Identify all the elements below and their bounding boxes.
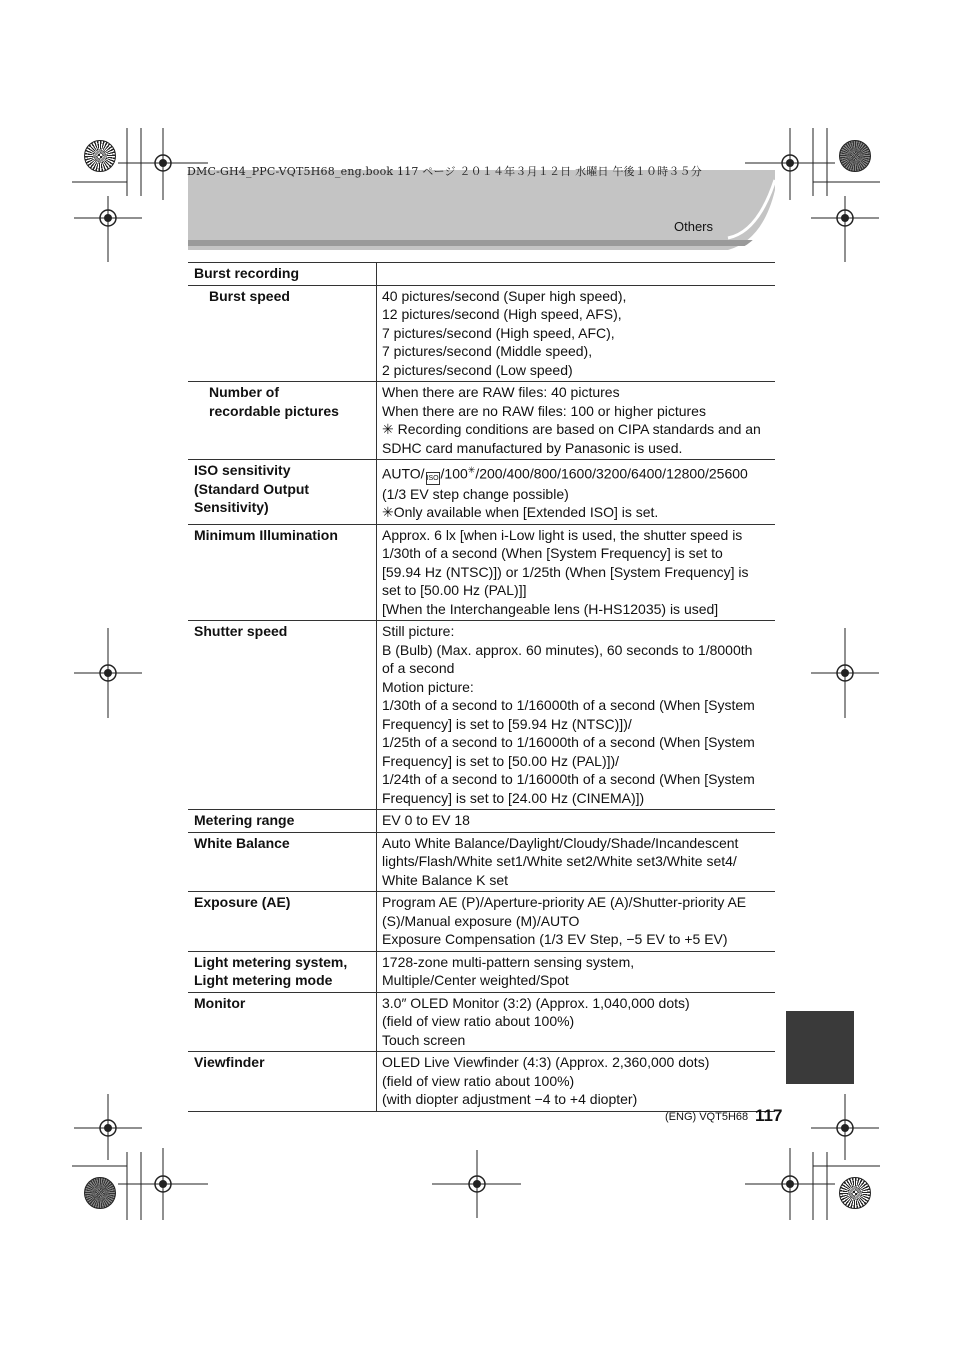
spec-label-line: Monitor [194, 994, 246, 1011]
spec-value-line: (field of view ratio about 100%) [382, 1072, 575, 1089]
spec-value [377, 832, 776, 892]
table-row [188, 951, 775, 992]
spec-label-line: Shutter speed [194, 623, 288, 640]
spec-value-line: SDHC card manufactured by Panasonic is used. [382, 439, 683, 456]
spec-value-line: of a second [382, 660, 455, 677]
spec-table [188, 262, 775, 1112]
spec-label-line: Burst recording [194, 265, 300, 281]
spec-label [188, 892, 377, 952]
table-row [188, 382, 775, 460]
spec-label [188, 382, 377, 460]
spec-value [377, 951, 776, 992]
spec-value-line: ✳ Recording conditions are based on CIPA standards and an [382, 421, 761, 437]
spec-value-line: Frequency] is set to [24.00 Hz (CINEMA)]) [382, 789, 645, 806]
spec-label [188, 263, 377, 286]
file-info: DMC-GH4_PPC-VQT5H68_eng.book 117 ページ ２０１４年３月１２日 水曜日 午後１０時３５分 [187, 165, 702, 178]
spec-value-line: Exposure Compensation (1/3 EV Step, −5 EV to +5 EV) [382, 931, 728, 948]
spec-label [188, 1052, 377, 1112]
spec-value-line: 40 pictures/second (Super high speed), [382, 287, 627, 304]
spec-label-line: Exposure (AE) [194, 894, 291, 911]
spec-value-line: Approx. 6 lx [when i-Low light is used, the shutter speed is [382, 526, 743, 543]
spec-value-line: set to [50.00 Hz (PAL)]] [382, 582, 527, 599]
table-row [188, 621, 775, 810]
intelligent-iso-icon: ISO [426, 472, 440, 485]
spec-label [188, 951, 377, 992]
spec-value [377, 1052, 776, 1112]
page-number: 117 [755, 1106, 783, 1125]
spec-label-line: (Standard Output [194, 480, 310, 497]
spec-value [377, 810, 776, 833]
spec-value [377, 460, 776, 525]
spec-label [188, 621, 377, 810]
spec-label-line: Viewfinder [194, 1054, 265, 1071]
spec-value-line: Motion picture: [382, 678, 474, 695]
spec-value-line: Auto White Balance/Daylight/Cloudy/Shade/Incandescent [382, 834, 739, 851]
registration-wheel-icon [839, 140, 871, 172]
spec-value-line: Still picture: [382, 623, 455, 640]
spec-value-line: OLED Live Viewfinder (4:3) (Approx. 2,360,000 dots) [382, 1054, 710, 1071]
spec-value [377, 382, 776, 460]
spec-label [188, 992, 377, 1052]
spec-value-line: When there are no RAW files: 100 or higher pictures [382, 402, 706, 419]
table-row [188, 832, 775, 892]
spec-value-line: Program AE (P)/Aperture-priority AE (A)/Shutter-priority AE [382, 894, 747, 911]
spec-value-line: (field of view ratio about 100%) [382, 1013, 575, 1030]
spec-value-line: Frequency] is set to [59.94 Hz (NTSC)])/ [382, 715, 632, 732]
spec-value [377, 524, 776, 621]
spec-label-line: Burst speed [209, 287, 290, 304]
spec-value-line: [59.94 Hz (NTSC)]) or 1/25th (When [System Frequency] is [382, 563, 749, 580]
spec-value-line: Frequency] is set to [50.00 Hz (PAL)])/ [382, 752, 620, 769]
spec-label [188, 285, 377, 382]
spec-label-line: Minimum Illumination [194, 526, 338, 543]
spec-value-line: 2 pictures/second (Low speed) [382, 361, 573, 378]
header-band [188, 170, 775, 250]
spec-value [377, 992, 776, 1052]
side-tab [786, 1011, 854, 1084]
table-row [188, 285, 775, 382]
table-row [188, 263, 775, 286]
spec-value-line [382, 461, 770, 485]
spec-value [377, 892, 776, 952]
spec-value-line: 3.0″ OLED Monitor (3:2) (Approx. 1,040,000 dots) [382, 994, 690, 1011]
spec-label [188, 524, 377, 621]
spec-label-line: Sensitivity) [194, 499, 269, 515]
spec-label [188, 810, 377, 833]
spec-label-line: ISO sensitivity [194, 462, 291, 478]
iso-value-part: /200/400/800/1600/3200/6400/12800/25600 [475, 465, 748, 482]
table-row [188, 1052, 775, 1112]
footnote-star: ✳ [467, 465, 476, 475]
spec-value-line: 1728-zone multi-pattern sensing system, [382, 953, 635, 970]
spec-label-line: Light metering mode [194, 972, 333, 989]
table-row [188, 460, 775, 525]
spec-value-line: EV 0 to EV 18 [382, 812, 470, 829]
spec-value-line: Multiple/Center weighted/Spot [382, 972, 569, 989]
table-row [188, 992, 775, 1052]
spec-value-line: 7 pictures/second (Middle speed), [382, 343, 593, 359]
spec-value-line: 1/30th of a second to 1/16000th of a second (When [System [382, 697, 755, 714]
spec-label-line: White Balance [194, 834, 290, 851]
spec-value-line: 7 pictures/second (High speed, AFC), [382, 324, 615, 341]
spec-label-line: Metering range [194, 812, 295, 829]
spec-value-line: 12 pictures/second (High speed, AFS), [382, 306, 622, 322]
spec-value-line: B (Bulb) (Max. approx. 60 minutes), 60 seconds to 1/8000th [382, 641, 753, 658]
registration-wheel-icon [839, 1177, 871, 1209]
spec-value-line: (1/3 EV step change possible) [382, 485, 569, 502]
spec-value-line: 1/30th of a second (When [System Frequency] is set to [382, 545, 723, 562]
spec-value-line: (with diopter adjustment −4 to +4 diopter) [382, 1091, 638, 1108]
table-row [188, 524, 775, 621]
spec-label-line: recordable pictures [209, 402, 339, 419]
table-row [188, 810, 775, 833]
spec-label [188, 832, 377, 892]
iso-prefix: AUTO/ [382, 465, 425, 482]
spec-value-line: White Balance K set [382, 871, 509, 888]
registration-wheel-icon [84, 140, 116, 172]
spec-value-line: (S)/Manual exposure (M)/AUTO [382, 912, 580, 929]
footer-code: (ENG) VQT5H68 [665, 1111, 749, 1123]
spec-value-line: ✳Only available when [Extended ISO] is set. [382, 504, 659, 521]
spec-label-line: Light metering system, [194, 953, 348, 970]
spec-value-line: lights/Flash/White set1/White set2/White set3/White set4/ [382, 853, 737, 870]
spec-value-line: [When the Interchangeable lens (H-HS12035) is used] [382, 600, 719, 617]
spec-value-line: When there are RAW files: 40 pictures [382, 384, 620, 400]
spec-label [188, 460, 377, 525]
table-row [188, 892, 775, 952]
spec-value [377, 285, 776, 382]
spec-value [377, 263, 776, 286]
spec-label-line: Number of [209, 384, 279, 400]
spec-value [377, 621, 776, 810]
spec-value-line: Touch screen [382, 1031, 466, 1048]
section-label: Others [674, 219, 714, 234]
iso-value-part: /100 [440, 465, 468, 482]
spec-value-line: 1/24th of a second to 1/16000th of a second (When [System [382, 771, 755, 788]
spec-value-line: 1/25th of a second to 1/16000th of a second (When [System [382, 734, 755, 751]
registration-wheel-icon [84, 1177, 116, 1209]
